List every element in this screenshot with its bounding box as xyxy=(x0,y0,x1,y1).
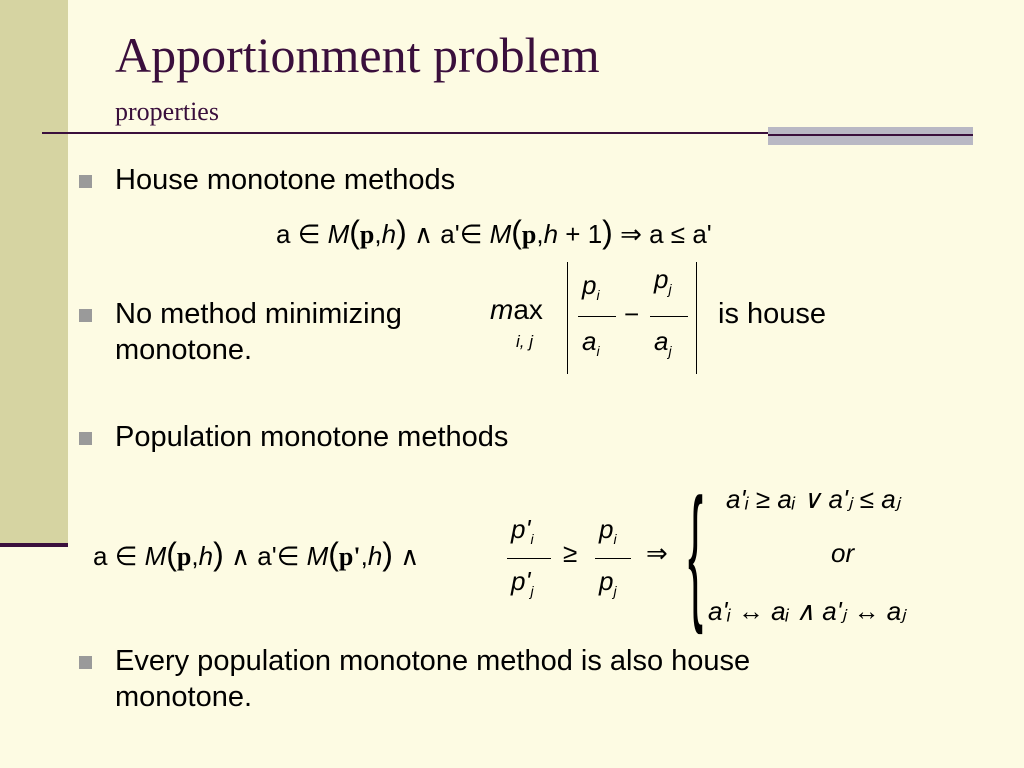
bullet-square-icon xyxy=(79,432,92,445)
bullet-square-icon xyxy=(79,656,92,669)
formula-population-monotone: a ∈ M(p,h) ∧ a'∈ M(p',h) ∧ $p'_i$ $p'_j$ ≥ $p_i$ $p_j$ ⇒ { a'ᵢ ≥ aᵢ ∨ a'ⱼ ≤ aⱼ or a'ᵢ ↔ aᵢ ∧ a'ⱼ ↔ aⱼ xyxy=(93,467,906,635)
side-band xyxy=(0,0,68,544)
accent-bar xyxy=(768,127,973,145)
bullet-text-after: is house xyxy=(718,298,827,330)
bullet-text: House monotone methods xyxy=(115,164,456,196)
bullet-population-monotone xyxy=(115,420,508,454)
slide-title: Apportionment problem xyxy=(115,27,600,83)
bullet-house-monotone xyxy=(115,163,455,197)
side-rule xyxy=(0,543,68,547)
slide-subtitle: properties xyxy=(115,97,219,126)
bullet-every-population xyxy=(115,644,750,678)
bullet-text-line2: monotone. xyxy=(115,334,253,366)
bullet-text: No method minimizing xyxy=(115,298,402,330)
bullet-no-method xyxy=(115,297,402,331)
bullet-text-line2: monotone. xyxy=(115,681,253,713)
bullet-square-icon xyxy=(79,175,92,188)
formula-house-monotone: a ∈ M(p,h) ∧ a'∈ M(p,h + 1) ⇒ a ≤ a' xyxy=(276,214,712,250)
bullet-text: Every population monotone method is also house xyxy=(115,645,751,677)
bullet-square-icon xyxy=(79,309,92,322)
formula-max-diff: max i, j $p_i$ $a_i$ − $p_j$ $a_j$ xyxy=(490,262,702,378)
bullet-text: Population monotone methods xyxy=(115,421,509,453)
